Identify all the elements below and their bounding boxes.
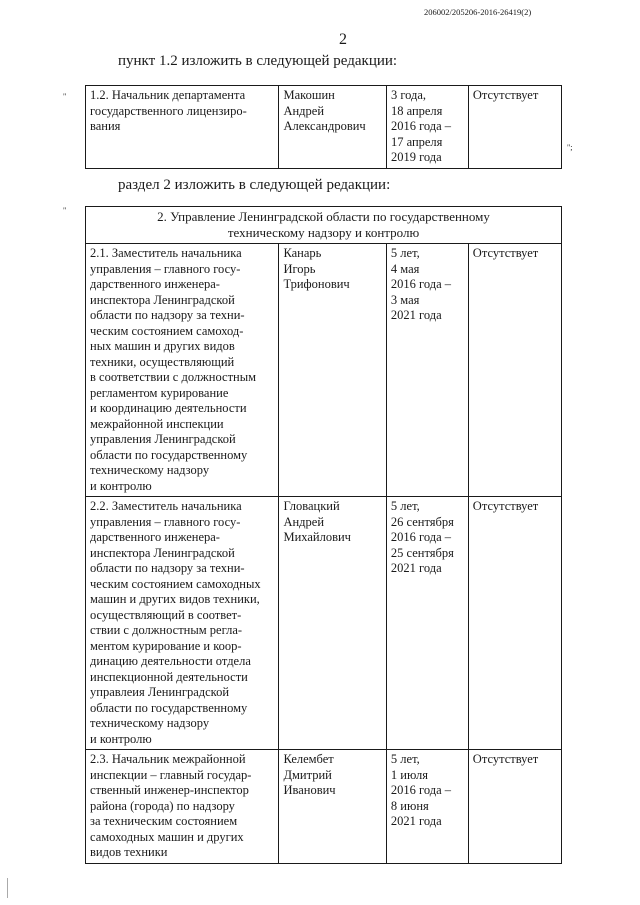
name-cell: Гловацкий Андрей Михайлович [279,497,386,750]
name-cell: Келембет Дмитрий Иванович [279,750,386,864]
page-number: 2 [339,31,347,48]
status-cell: Отсутствует [468,244,561,497]
instruction-text-2: раздел 2 изложить в следующей редакции: [118,177,391,193]
position-cell: 2.2. Заместитель начальника управления – главного госу- дарственного инженера- инспектора Ленинградской области по надзору за техни- ческим состоянием самоходных машин и других видов техники, осуществляющий в соответ- ствии с должностным регла- ментом курирование и коор- динацию деятельности отдела инспекционной деятельности управлеия Ленинградской области по государственному техническому надзору и контролю [86,497,279,750]
document-number: 206002/205206-2016-26419(2) [424,7,532,17]
opening-quote-mark: " [63,92,67,101]
scan-edge-mark [7,878,8,898]
opening-quote-mark: " [63,206,67,215]
table-row [86,86,562,169]
table-item-1-2 [85,85,562,169]
name-cell: Канарь Игорь Трифонович [279,244,386,497]
term-cell: 5 лет, 1 июля 2016 года – 8 июня 2021 года [386,750,468,864]
instruction-text-1: пункт 1.2 изложить в следующей редакции: [118,53,398,69]
position-cell: 2.3. Начальник межрайонной инспекции – главный государ- ственный инженер-инспектор района (города) по надзору за техническим состоянием самоходных машин и других видов техники [86,750,279,864]
status-cell: Отсутствует [468,497,561,750]
term-cell: 3 года, 18 апреля 2016 года – 17 апреля 2019 года [386,86,468,169]
name-cell: Макошин Андрей Александрович [279,86,386,169]
term-cell: 5 лет, 4 мая 2016 года – 3 мая 2021 года [386,244,468,497]
term-cell: 5 лет, 26 сентября 2016 года – 25 сентября 2021 года [386,497,468,750]
table-row [86,750,562,864]
position-cell: 1.2. Начальник департамента государственного лицензиро- вания [86,86,279,169]
table-row [86,244,562,497]
table-section-2 [85,206,562,864]
status-cell: Отсутствует [468,750,561,864]
section-header: 2. Управление Ленинградской области по государственному техническому надзору и контролю [86,207,562,244]
table-header-row [86,207,562,244]
status-cell: Отсутствует [468,86,561,169]
position-cell: 2.1. Заместитель начальника управления – главного госу- дарственного инженера- инспектора Ленинградской области по надзору за техни- ческим состоянием самоход- ных машин и других видов техники, осуществляющий в соответствии с должностным регламентом курирование и координацию деятельности межрайонной инспекции управления Ленинградской области по государственному техническому надзору и контролю [86,244,279,497]
table-row [86,497,562,750]
closing-quote-mark: "; [567,143,573,152]
